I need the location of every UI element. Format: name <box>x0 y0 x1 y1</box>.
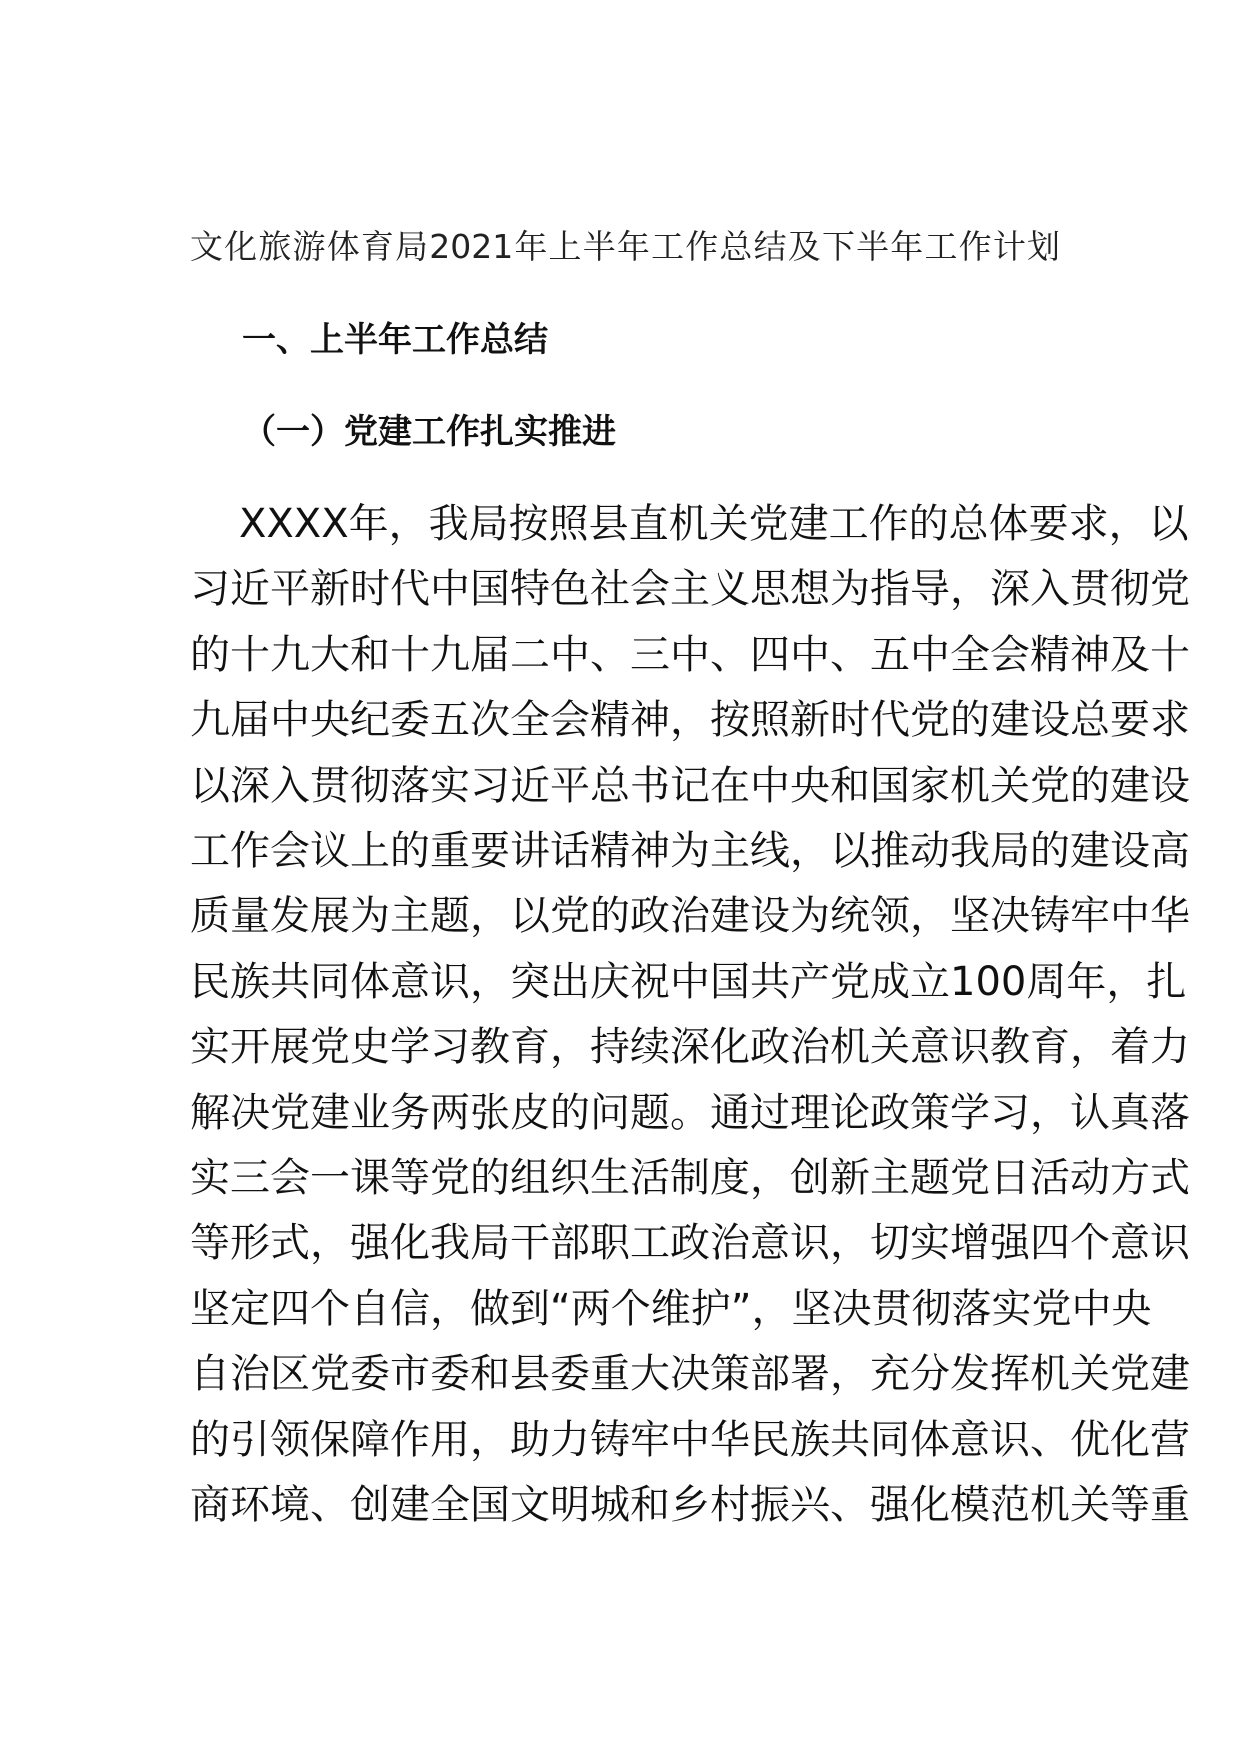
body-line: 坚定四个自信，做到“两个维护”，坚决贯彻落实党中央 <box>190 1285 1152 1332</box>
body-line: 的十九大和十九届二中、三中、四中、五中全会精神及十 <box>190 631 1190 678</box>
body-line: 的引领保障作用，助力铸牢中华民族共同体意识、优化营 <box>190 1416 1190 1463</box>
body-line: XXXX年，我局按照县直机关党建工作的总体要求，以 <box>239 501 1189 547</box>
body-line: 以深入贯彻落实习近平总书记在中央和国家机关党的建设 <box>190 762 1190 809</box>
body-line: 习近平新时代中国特色社会主义思想为指导，深入贯彻党 <box>190 566 1190 613</box>
body-line: 九届中央纪委五次全会精神，按照新时代党的建设总要求 <box>190 697 1190 744</box>
body-line: 实开展党史学习教育，持续深化政治机关意识教育，着力 <box>190 1024 1190 1071</box>
section-heading: 一、上半年工作总结 <box>242 320 548 360</box>
subsection-heading: （一）党建工作扎实推进 <box>242 412 616 452</box>
body-line: 质量发展为主题，以党的政治建设为统领，坚决铸牢中华 <box>190 893 1190 940</box>
body-line: 工作会议上的重要讲话精神为主线，以推动我局的建设高 <box>190 828 1190 874</box>
body-line: 实三会一课等党的组织生活制度，创新主题党日活动方式 <box>190 1155 1190 1201</box>
body-line: 等形式，强化我局干部职工政治意识，切实增强四个意识 <box>190 1220 1190 1267</box>
body-line: 民族共同体意识，突出庆祝中国共产党成立100周年，扎 <box>190 958 1187 1005</box>
body-line: 商环境、创建全国文明城和乡村振兴、强化模范机关等重 <box>190 1482 1190 1528</box>
body-line: 自治区党委市委和县委重大决策部署，充分发挥机关党建 <box>190 1351 1190 1398</box>
document-title: 文化旅游体育局2021年上半年工作总结及下半年工作计划 <box>190 227 1060 266</box>
body-line: 解决党建业务两张皮的问题。通过理论政策学习，认真落 <box>190 1089 1190 1136</box>
